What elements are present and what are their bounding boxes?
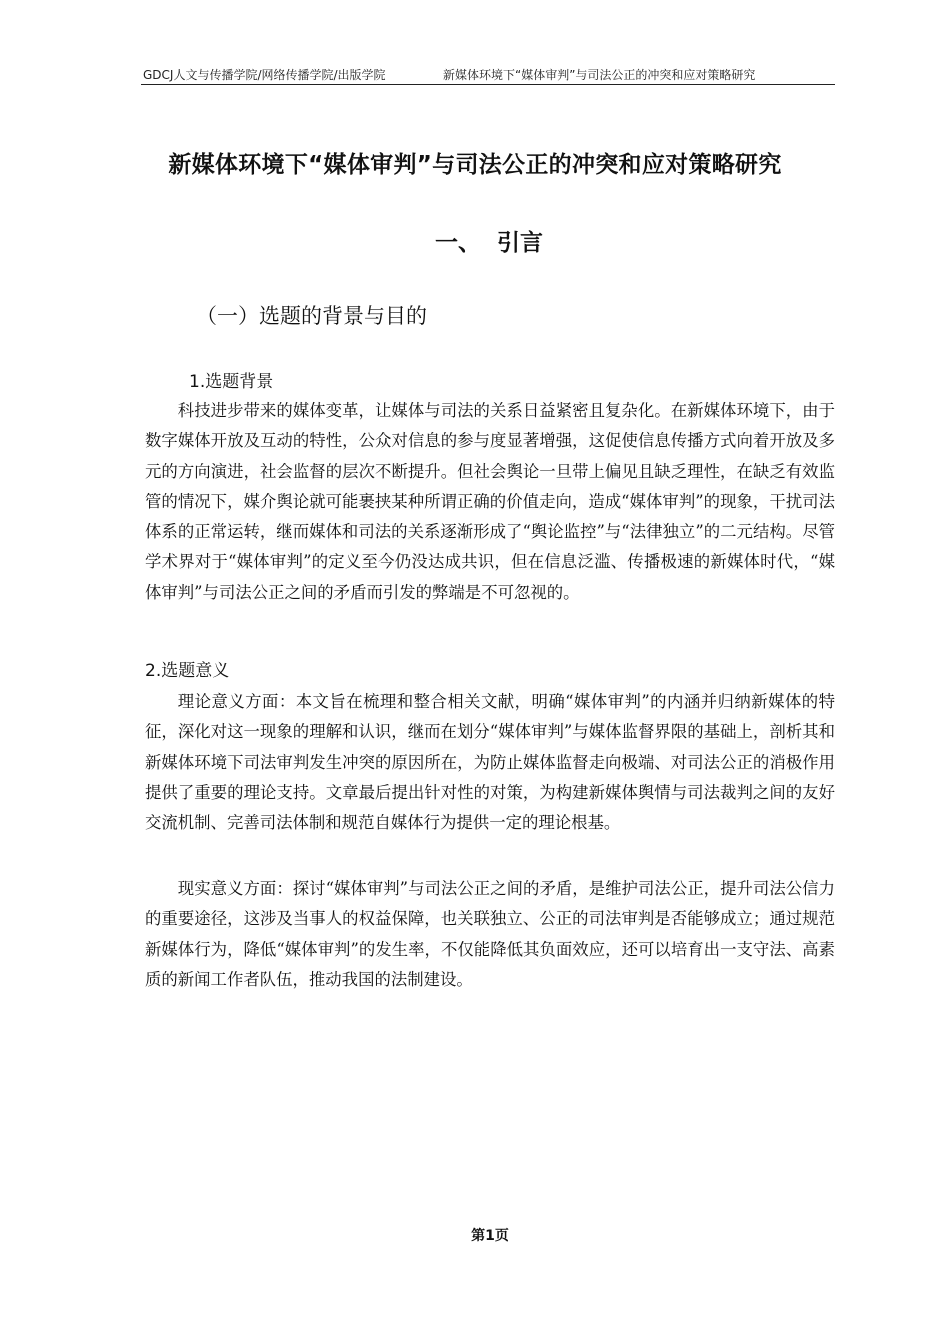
- section-heading: （一）选题的背景与目的: [196, 304, 427, 328]
- document-title: 新媒体环境下“媒体审判”与司法公正的冲突和应对策略研究: [168, 152, 782, 178]
- paragraph-practical-significance: 现实意义方面：探讨“媒体审判”与司法公正之间的矛盾，是维护司法公正，提升司法公信力的重要途径，这涉及当事人的权益保障，也关联独立、公正的司法审判是否能够成立；通过规范新媒体行为，降低“媒体审判”的发生率，不仅能降低其负面效应，还可以培育出一支守法、高素质的新闻工作者队伍，推动我国的法制建设。: [145, 879, 835, 989]
- page-number: 第1页: [471, 1228, 509, 1244]
- header-institution: GDCJ人文与传播学院/网络传播学院/出版学院: [143, 68, 386, 82]
- subsection-heading-background: 1.选题背景: [189, 372, 274, 392]
- paragraph-background: 科技进步带来的媒体变革，让媒体与司法的关系日益紧密且复杂化。在新媒体环境下，由于数字媒体开放及互动的特性，公众对信息的参与度显著增强，这促使信息传播方式向着开放及多元的方向演进，社会监督的层次不断提升。但社会舆论一旦带上偏见且缺乏理性，在缺乏有效监管的情况下，媒介舆论就可能裹挟某种所谓正确的价值走向，造成“媒体审判”的现象，干扰司法体系的正常运转，继而媒体和司法的关系逐渐形成了“舆论监控”与“法律独立”的二元结构。尽管学术界对于“媒体审判”的定义至今仍没达成共识，但在信息泛滥、传播极速的新媒体时代，“媒体审判”与司法公正之间的矛盾而引发的弊端是不可忽视的。: [145, 401, 835, 602]
- subsection-heading-significance: 2.选题意义: [145, 661, 230, 681]
- running-header: [141, 66, 835, 85]
- paragraph-theoretical-significance: 理论意义方面：本文旨在梳理和整合相关文献，明确“媒体审判”的内涵并归纳新媒体的特征，深化对这一现象的理解和认识，继而在划分“媒体审判”与媒体监督界限的基础上，剖析其和新媒体环境下司法审判发生冲突的原因所在，为防止媒体监督走向极端、对司法公正的消极作用提供了重要的理论支持。文章最后提出针对性的对策，为构建新媒体舆情与司法裁判之间的友好交流机制、完善司法体制和规范自媒体行为提供一定的理论根基。: [145, 692, 835, 833]
- header-paper-title: 新媒体环境下“媒体审判”与司法公正的冲突和应对策略研究: [443, 68, 756, 82]
- chapter-heading: 一、 引言: [434, 230, 543, 256]
